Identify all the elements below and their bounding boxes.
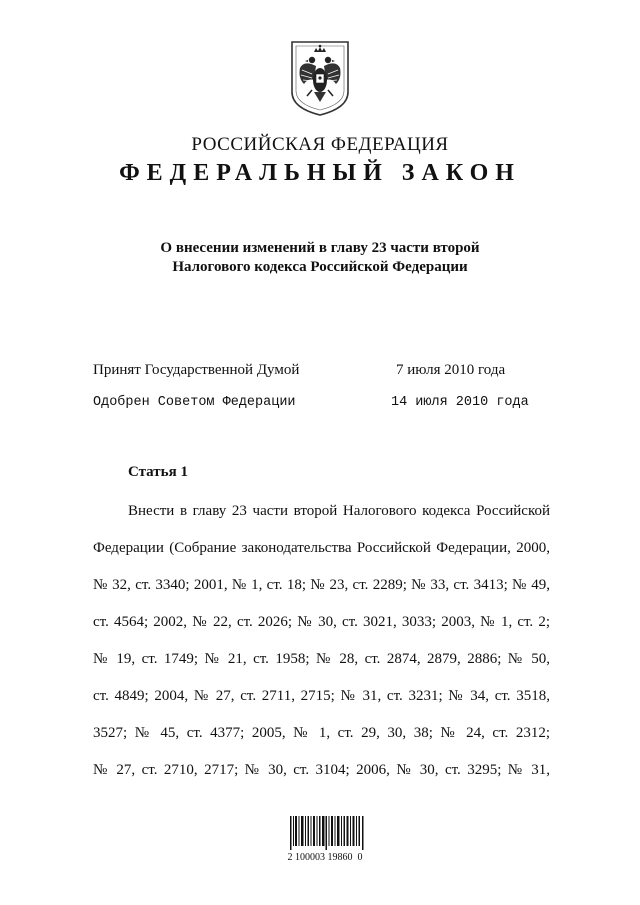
law-subject: [0, 239, 640, 277]
article-line: ст. 4564; 2002, № 22, ст. 2026; № 30, ст. 3021, 3033; 2003, № 1, ст. 2;: [93, 614, 550, 630]
document-type-title: ФЕДЕРАЛЬНЫЙ ЗАКОН: [119, 160, 521, 186]
council-approval-label: Одобрен Советом Федерации: [93, 395, 296, 410]
council-approval-date: 14 июля 2010 года: [391, 395, 529, 410]
law-subject-line: О внесении изменений в главу 23 части второй: [160, 240, 480, 256]
article-heading: Статья 1: [128, 464, 188, 480]
law-subject-line: Налогового кодекса Российской Федерации: [172, 259, 468, 275]
article-line: 3527; № 45, ст. 4377; 2005, № 1, ст. 29, 30, 38; № 24, ст. 2312;: [93, 725, 550, 741]
barcode-icon: [290, 816, 364, 850]
article-line: № 27, ст. 2710, 2717; № 30, ст. 3104; 2006, № 30, ст. 3295; № 31,: [93, 762, 550, 778]
barcode-number: 2 100003 19860 0: [287, 852, 363, 863]
duma-adoption-date: 7 июля 2010 года: [396, 362, 506, 378]
article-line: Федерации (Собрание законодательства Российской Федерации, 2000,: [93, 540, 550, 556]
article-line: № 32, ст. 3340; 2001, № 1, ст. 18; № 23, ст. 2289; № 33, ст. 3413; № 49,: [93, 577, 550, 593]
article-line: Внести в главу 23 части второй Налогового кодекса Российской: [128, 503, 550, 519]
article-line: № 19, ст. 1749; № 21, ст. 1958; № 28, ст. 2874, 2879, 2886; № 50,: [93, 651, 550, 667]
country-name: РОССИЙСКАЯ ФЕДЕРАЦИЯ: [191, 134, 449, 155]
duma-adoption-label: Принят Государственной Думой: [93, 362, 300, 378]
article-line: ст. 4849; 2004, № 27, ст. 2711, 2715; № 31, ст. 3231; № 34, ст. 3518,: [93, 688, 550, 704]
coat-of-arms-icon: [288, 38, 352, 118]
